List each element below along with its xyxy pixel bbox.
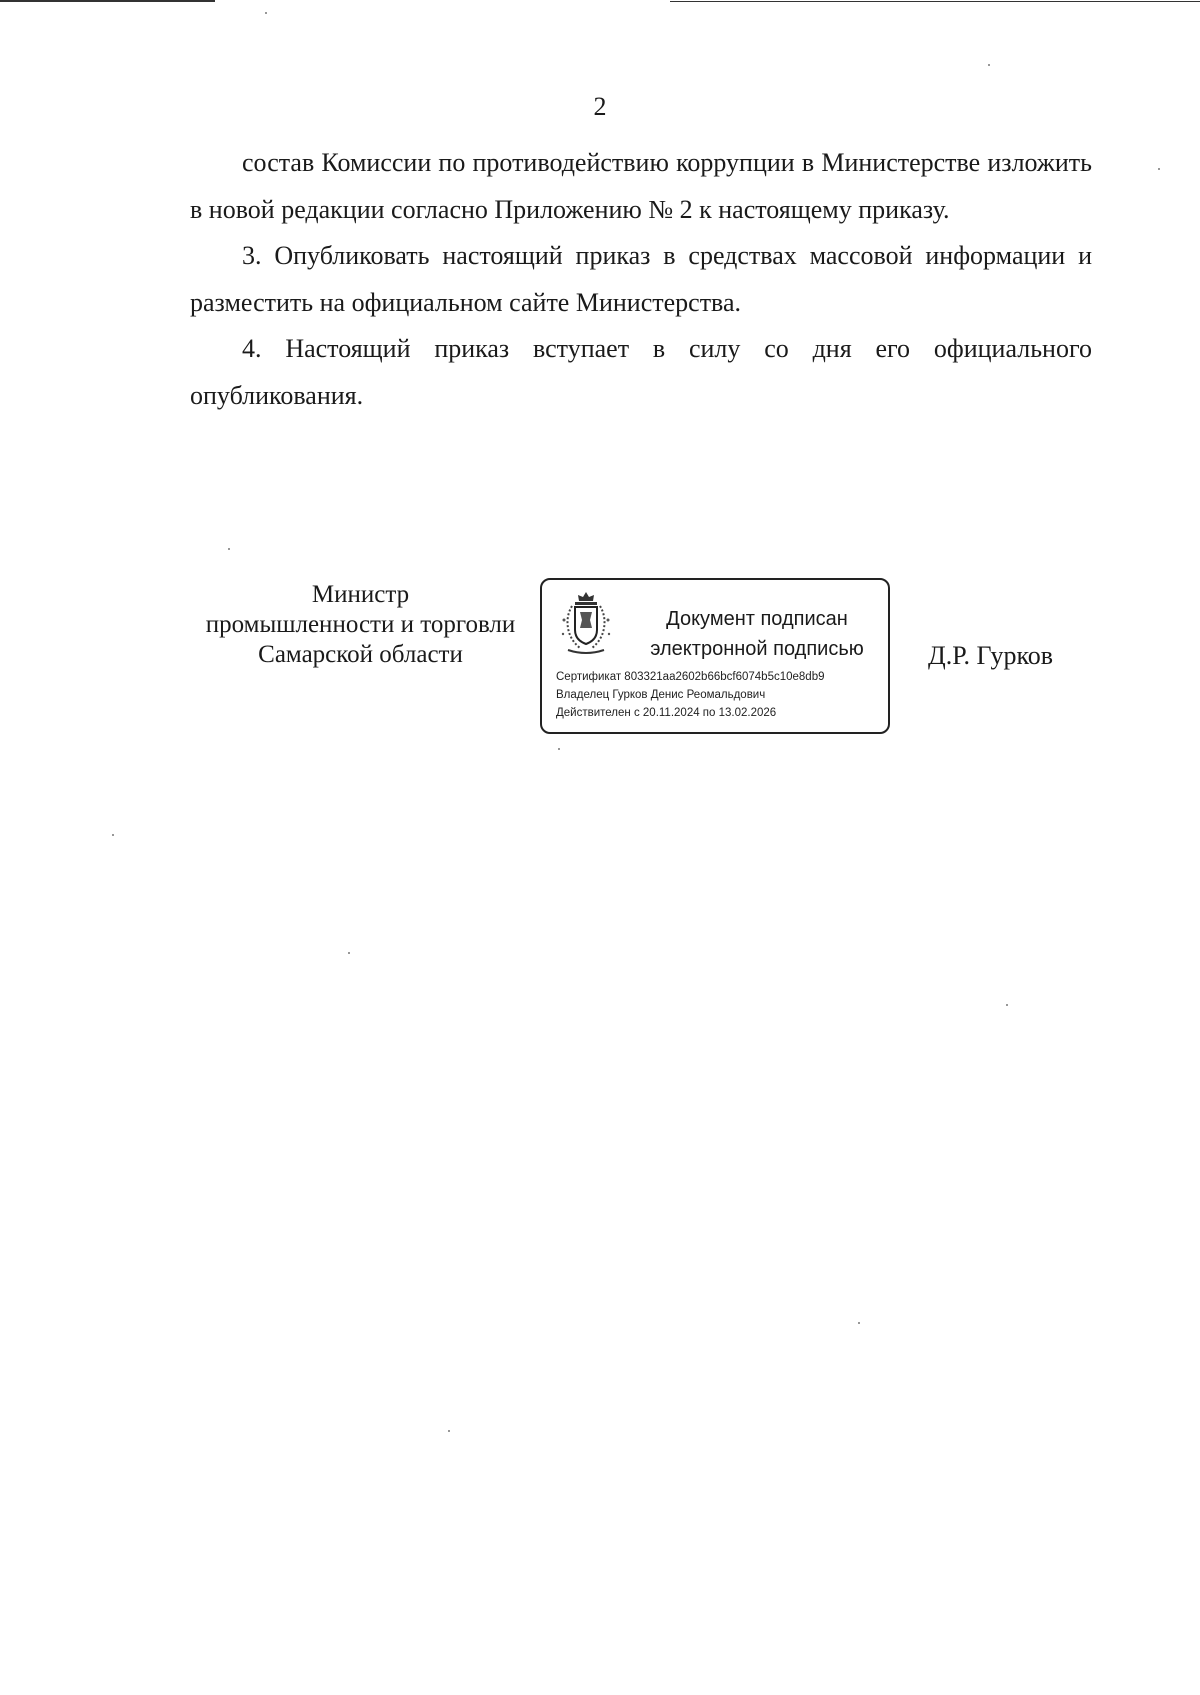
body-text (190, 140, 1092, 419)
body-paragraph: 3. Опубликовать настоящий приказ в средствах массовой информации и разместить на официальном сайте Министерства. (190, 241, 1092, 317)
signature-block (0, 580, 1200, 755)
scan-speck (265, 12, 267, 14)
signatory-position-line: промышленности и торговли (205, 611, 516, 638)
coat-of-arms-icon (558, 590, 614, 656)
electronic-signature-stamp (540, 578, 890, 734)
body-paragraph: 4. Настоящий приказ вступает в силу со дня его официального опубликования. (190, 334, 1092, 410)
signatory-position-line: Министр (311, 581, 410, 608)
signer-name: Д.Р. Гурков (928, 641, 1054, 670)
scan-edge-line (0, 0, 215, 2)
certificate-owner: Владелец Гурков Денис Реомальдович (556, 689, 766, 701)
scan-speck (448, 1430, 450, 1432)
stamp-title (634, 604, 880, 664)
body-paragraph: состав Комиссии по противодействию коррупции в Министерстве изложить в новой редакции согласно Приложению № 2 к настоящему приказу. (190, 148, 1092, 224)
scan-speck (1006, 1004, 1008, 1006)
stamp-title-line: электронной подписью (650, 638, 864, 660)
stamp-details (556, 668, 824, 722)
scan-speck (988, 64, 990, 66)
page-number: 2 (593, 92, 607, 121)
stamp-title-line: Документ подписан (666, 608, 848, 630)
certificate-number: Сертификат 803321aa2602b66bcf6074b5c10e8db9 (556, 671, 825, 683)
certificate-validity: Действителен с 20.11.2024 по 13.02.2026 (556, 707, 777, 719)
scan-speck (228, 548, 230, 550)
signatory-position-line: Самарской области (258, 641, 463, 668)
scan-speck (112, 834, 114, 836)
signatory-position (188, 580, 533, 670)
scan-edge-line (670, 1, 1200, 2)
scan-speck (858, 1322, 860, 1324)
scan-speck (1158, 168, 1160, 170)
scan-speck (348, 952, 350, 954)
